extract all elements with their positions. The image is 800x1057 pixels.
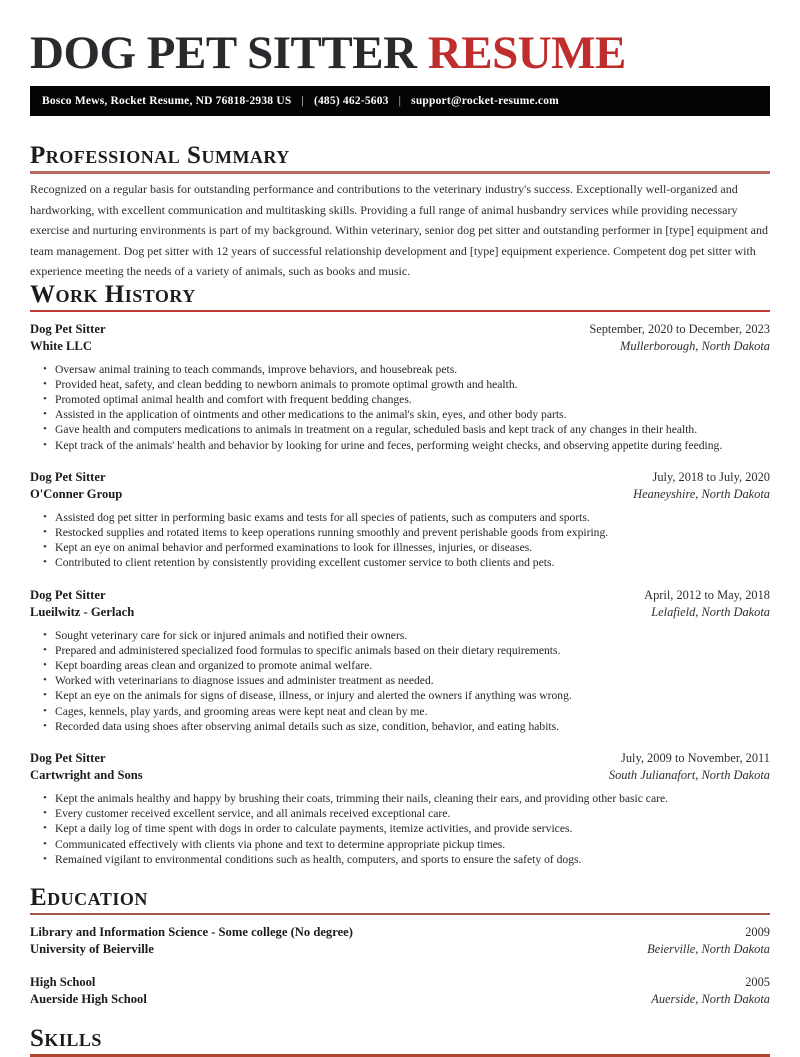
job-company-row (30, 486, 770, 503)
pipe-separator: | (301, 95, 304, 107)
job-bullets (30, 791, 770, 867)
job-dates: April, 2012 to May, 2018 (644, 587, 770, 602)
bullet-item: • Prepared and administered specialized food formulas to specific animals based on their dietary requirements. (30, 643, 770, 658)
job-location: South Julianafort, North Dakota (608, 767, 770, 782)
education-year: 2009 (745, 924, 770, 939)
job-title-row (30, 469, 770, 486)
job-title-row (30, 321, 770, 338)
bullet-item: • Cages, kennels, play yards, and grooming areas were kept neat and clean by me. (30, 704, 770, 719)
bullet-item: • Communicated effectively with clients via phone and text to determine appropriate pickup times. (30, 837, 770, 852)
job-entry (30, 587, 770, 734)
job-bullets (30, 362, 770, 453)
bullet-item: • Worked with veterinarians to diagnose issues and administer treatment as needed. (30, 673, 770, 688)
bullet-item: • Oversaw animal training to teach commands, improve behaviors, and housebreak pets. (30, 362, 770, 377)
bullet-item: • Kept a daily log of time spent with dogs in order to calculate payments, itemize activities, and provide services. (30, 821, 770, 836)
bullet-item: • Gave health and computers medications to animals in treatment on a regular, scheduled basis and kept track of any changes in their health. (30, 422, 770, 437)
bullet-item: • Sought veterinary care for sick or injured animals and notified their owners. (30, 628, 770, 643)
job-company: White LLC (30, 338, 92, 353)
resume-title (30, 27, 770, 79)
contact-phone: (485) 462-5603 (313, 95, 389, 107)
bullet-item: • Assisted in the application of ointments and other medications to the animal's skin, eyes, and other body parts. (30, 407, 770, 422)
education-entry (30, 924, 770, 958)
job-company-row (30, 604, 770, 621)
summary-heading: Professional Summary (30, 142, 290, 169)
education-school-row (30, 941, 770, 958)
education-school: Auerside High School (30, 991, 147, 1006)
job-entry (30, 469, 770, 571)
education-degree: Library and Information Science - Some college (No degree) (30, 924, 353, 939)
education-degree-row (30, 924, 770, 941)
education-degree: High School (30, 974, 96, 989)
contact-email: support@rocket-resume.com (411, 95, 559, 107)
job-title-row (30, 587, 770, 604)
job-title: Dog Pet Sitter (30, 750, 106, 765)
bullet-item: • Kept the animals healthy and happy by brushing their coats, trimming their nails, cleaning their ears, and providing other basic care. (30, 791, 770, 806)
education-heading: Education (30, 883, 148, 911)
job-company: Lueilwitz - Gerlach (30, 604, 135, 619)
job-entry (30, 750, 770, 867)
job-title: Dog Pet Sitter (30, 321, 106, 336)
job-entry (30, 321, 770, 453)
pipe-separator: | (398, 95, 402, 107)
job-company: O'Conner Group (30, 486, 123, 501)
skills-heading: Skills (30, 1024, 102, 1052)
contact-address: Bosco Mews, Rocket Resume, ND 76818-2938 US (42, 95, 292, 107)
education-school-row (30, 991, 770, 1008)
education-degree-row (30, 974, 770, 991)
contact-bar (30, 86, 770, 116)
job-location: Heaneyshire, North Dakota (633, 486, 770, 501)
education-year: 2005 (745, 974, 770, 989)
job-dates: July, 2009 to November, 2011 (621, 750, 770, 765)
job-location: Mullerborough, North Dakota (620, 338, 770, 353)
resume-title-main: DOG PET SITTER (30, 27, 428, 79)
education-entry (30, 974, 770, 1008)
bullet-item: • Remained vigilant to environmental conditions such as health, computers, and sports to ensure the safety of dogs. (30, 852, 770, 867)
summary-rule (30, 171, 770, 174)
bullet-item: • Recorded data using shoes after observing animal details such as size, condition, behavior, and eating habits. (30, 719, 770, 734)
education-location: Beierville, North Dakota (647, 941, 770, 956)
summary-text: Recognized on a regular basis for outstanding performance and contributions to the veterinary industry's success. Exceptionally well-organized and hardworking, with excellent communication and multitasking skills. Providing a full range of animal husbandry services while providing necessary exercise and nurturing environments is part of my background. Within veterinary, senior dog pet sitter and outstanding performer in [type] equipment and team management. Dog pet sitter with 12 years of successful relationship development and [type] equipment experience. Competent dog pet sitter with experience meeting the needs of a variety of animals, such as books and music. (30, 182, 768, 278)
job-company-row (30, 338, 770, 355)
work-history-rule (30, 310, 770, 312)
bullet-item: • Assisted dog pet sitter in performing basic exams and tests for all species of patients, such as computers and sports. (30, 510, 770, 525)
section-professional-summary (30, 143, 770, 282)
job-dates: July, 2018 to July, 2020 (652, 469, 770, 484)
bullet-item: • Kept boarding areas clean and organized to promote animal welfare. (30, 658, 770, 673)
job-location: Lelafield, North Dakota (651, 604, 770, 619)
bullet-item: • Kept an eye on animal behavior and performed examinations to look for illnesses, injuries, or diseases. (30, 540, 770, 555)
job-bullets (30, 628, 770, 734)
job-bullets (30, 510, 770, 571)
job-title: Dog Pet Sitter (30, 469, 106, 484)
bullet-item: • Kept an eye on the animals for signs of disease, illness, or injury and alerted the owners if anything was wrong. (30, 688, 770, 703)
job-company-row (30, 767, 770, 784)
resume-title-accent: RESUME (427, 27, 626, 79)
job-title-row (30, 750, 770, 767)
bullet-item: • Promoted optimal animal health and comfort with frequent bedding changes. (30, 392, 770, 407)
education-school: University of Beierville (30, 941, 154, 956)
education-location: Auerside, North Dakota (651, 991, 770, 1006)
bullet-item: • Contributed to client retention by consistently providing excellent customer service to both clients and pets. (30, 555, 770, 570)
bullet-item: • Kept track of the animals' health and behavior by looking for urine and feces, performing weight checks, and observing appetite during feeding. (30, 438, 770, 453)
job-company: Cartwright and Sons (30, 767, 143, 782)
education-rule (30, 913, 770, 915)
bullet-item: • Restocked supplies and rotated items to keep operations running smoothly and prevent perishable goods from expiring. (30, 525, 770, 540)
job-title: Dog Pet Sitter (30, 587, 106, 602)
bullet-item: • Every customer received excellent service, and all animals received exceptional care. (30, 806, 770, 821)
section-skills (30, 1026, 770, 1057)
work-history-heading: Work History (30, 280, 196, 308)
section-work-history (30, 282, 770, 867)
bullet-item: • Provided heat, safety, and clean bedding to newborn animals to promote optimal growth and health. (30, 377, 770, 392)
section-education (30, 885, 770, 1008)
job-dates: September, 2020 to December, 2023 (589, 321, 770, 336)
